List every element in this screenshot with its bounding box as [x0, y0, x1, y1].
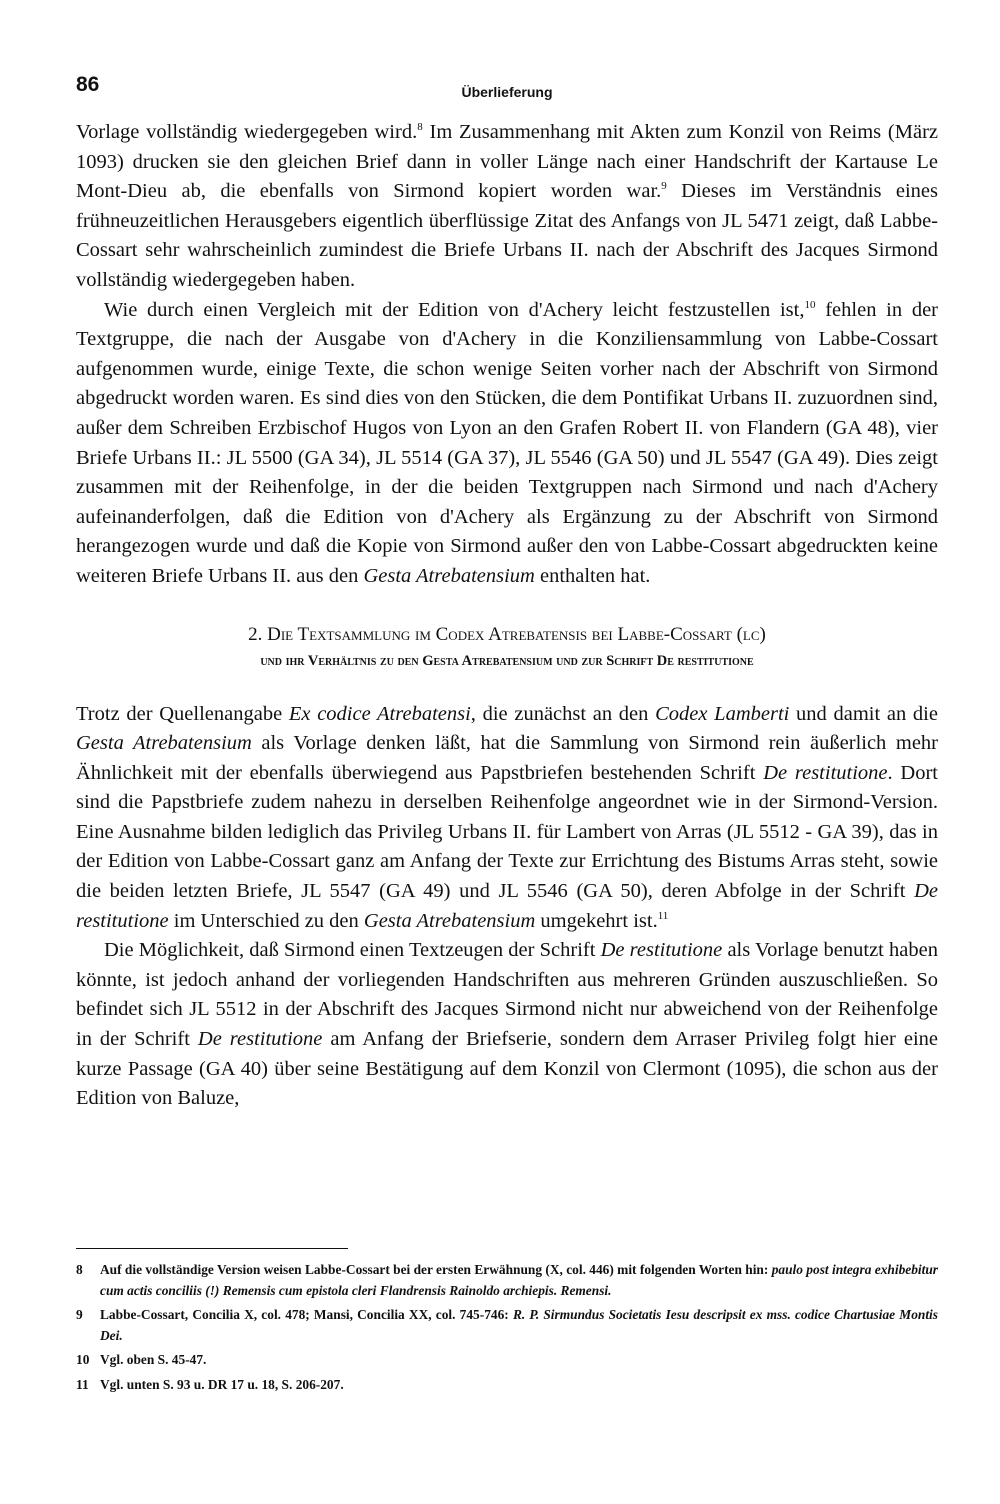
paragraph-4: Die Möglichkeit, daß Sirmond einen Textzeugen der Schrift De restitutione als Vorlage benutzt haben könnte, ist jedoch anhand der vorliegenden Handschriften aus mehreren Gründen auszuschließen. So befindet sich JL 5512 in der Abschrift des Jacques Sirmond nicht nur abweichend von der Reihenfolge in der Schrift De restitutione am Anfang der Briefserie, sondern dem Arraser Privileg folgt hier eine kurze Passage (GA 40) über seine Bestätigung auf dem Konzil von Clermont (1095), die schon aus der Edition von Baluze, — [76, 939, 938, 1110]
paragraph-2: Wie durch einen Vergleich mit der Edition von d'Achery leicht festzustellen ist,$^{10}$ fehlen in der Textgruppe, die nach der Ausgabe von d'Achery in die Konziliensammlung von Labbe-Cossart aufgenommen wurde, einige Texte, die schon wenige Seiten vorher nach der Abschrift von Sirmond abgedruckt worden waren. Es sind dies von den Stücken, die dem Pontifikat Urbans II. zuzuordnen sind, außer dem Schreiben Erzbischof Hugos von Lyon an den Grafen Robert II. von Flandern (GA 48), vier Briefe Urbans II.: JL 5500 (GA 34), JL 5514 (GA 37), JL 5546 (GA 50) und JL 5547 (GA 49). Dies zeigt zusammen mit der Reihenfolge, in der die beiden Textgruppen nach Sirmond und nach d'Achery aufeinanderfolgen, daß die Edition von d'Achery als Ergänzung zu der Abschrift von Sirmond herangezogen wurde und daß die Kopie von Sirmond außer den von Labbe-Cossart abgedruckten keine weiteren Briefe Urbans II. aus den Gesta Atrebatensium enthalten hat. — [76, 298, 938, 587]
page — [76, 70, 938, 1490]
footnote-ref-11: 11 — [657, 909, 669, 922]
footnote-ref-8: 8 — [417, 121, 423, 134]
section-heading-line-2: und ihr Verhältnis zu den Gesta Atrebatensium und zur Schrift De restitutione — [260, 652, 754, 669]
paragraph-1: Vorlage vollständig wiedergegeben wird.$^8$ Im Zusammenhang mit Akten zum Konzil von Reims (März 1093) drucken sie den gleichen Brief dann in voller Länge nach einer Handschrift der Kartause Le Mont-Dieu ab, die ebenfalls von Sirmond kopiert worden war.$^9$ Dieses im Verständnis eines frühneuzeitlichen Herausgebers eigentlich überflüssige Zitat des Anfangs von JL 5471 zeigt, daß Labbe-Cossart sehr wahrscheinlich zumindest die Briefe Urbans II. nach der Abschrift des Jacques Sirmond vollständig wiedergegeben haben. — [76, 121, 938, 291]
running-head: Überlieferung — [461, 84, 553, 100]
section-heading-line-1: 2. Die Textsammlung im Codex Atrebatensis bei Labbe-Cossart (lc) — [248, 623, 766, 645]
footnote-9: 9 Labbe-Cossart, Concilia X, col. 478; Mansi, Concilia XX, col. 745-746: R. P. Sirmundus Societatis Iesu descripsit ex mss. codice Chartusiae Montis Dei. — [76, 1307, 938, 1343]
page-header — [76, 70, 938, 118]
footnote-ref-10: 10 — [804, 298, 816, 311]
footnote-divider — [76, 1248, 348, 1249]
section-heading — [76, 622, 938, 674]
footnotes — [76, 1260, 938, 1399]
footnote-8: 8 Auf die vollständige Version weisen Labbe-Cossart bei der ersten Erwähnung (X, col. 446) mit folgenden Worten hin: paulo post integra exhibebitur cum actis conciliis (!) Remensis cum epistola cleri Flandrensis Rainoldo archiepis. Remensi. — [76, 1262, 938, 1298]
footnote-11: 11 Vgl. unten S. 93 u. DR 17 u. 18, S. 206-207. — [76, 1376, 344, 1392]
paragraph-3: Trotz der Quellenangabe Ex codice Atrebatensi, die zunächst an den Codex Lamberti und damit an die Gesta Atrebatensium als Vorlage denken läßt, hat die Sammlung von Sirmond rein äußerlich mehr Ähnlichkeit mit der ebenfalls überwiegend aus Papstbriefen bestehenden Schrift De restitutione. Dort sind die Papstbriefe zudem nahezu in derselben Reihenfolge angeordnet wie in der Sirmond-Version. Eine Ausnahme bilden lediglich das Privileg Urbans II. für Lambert von Arras (JL 5512 - GA 39), das in der Edition von Labbe-Cossart ganz am Anfang der Texte zur Errichtung des Bistums Arras steht, sowie die beiden letzten Briefe, JL 5547 (GA 49) und JL 5546 (GA 50), deren Abfolge in der Schrift De restitutione im Unterschied zu den Gesta Atrebatensium umgekehrt ist.$^{11}$ — [76, 702, 939, 932]
footnote-10: 10 Vgl. oben S. 45-47. — [76, 1352, 207, 1367]
page-number: 86 — [76, 73, 100, 96]
footnote-ref-9: 9 — [661, 180, 667, 193]
